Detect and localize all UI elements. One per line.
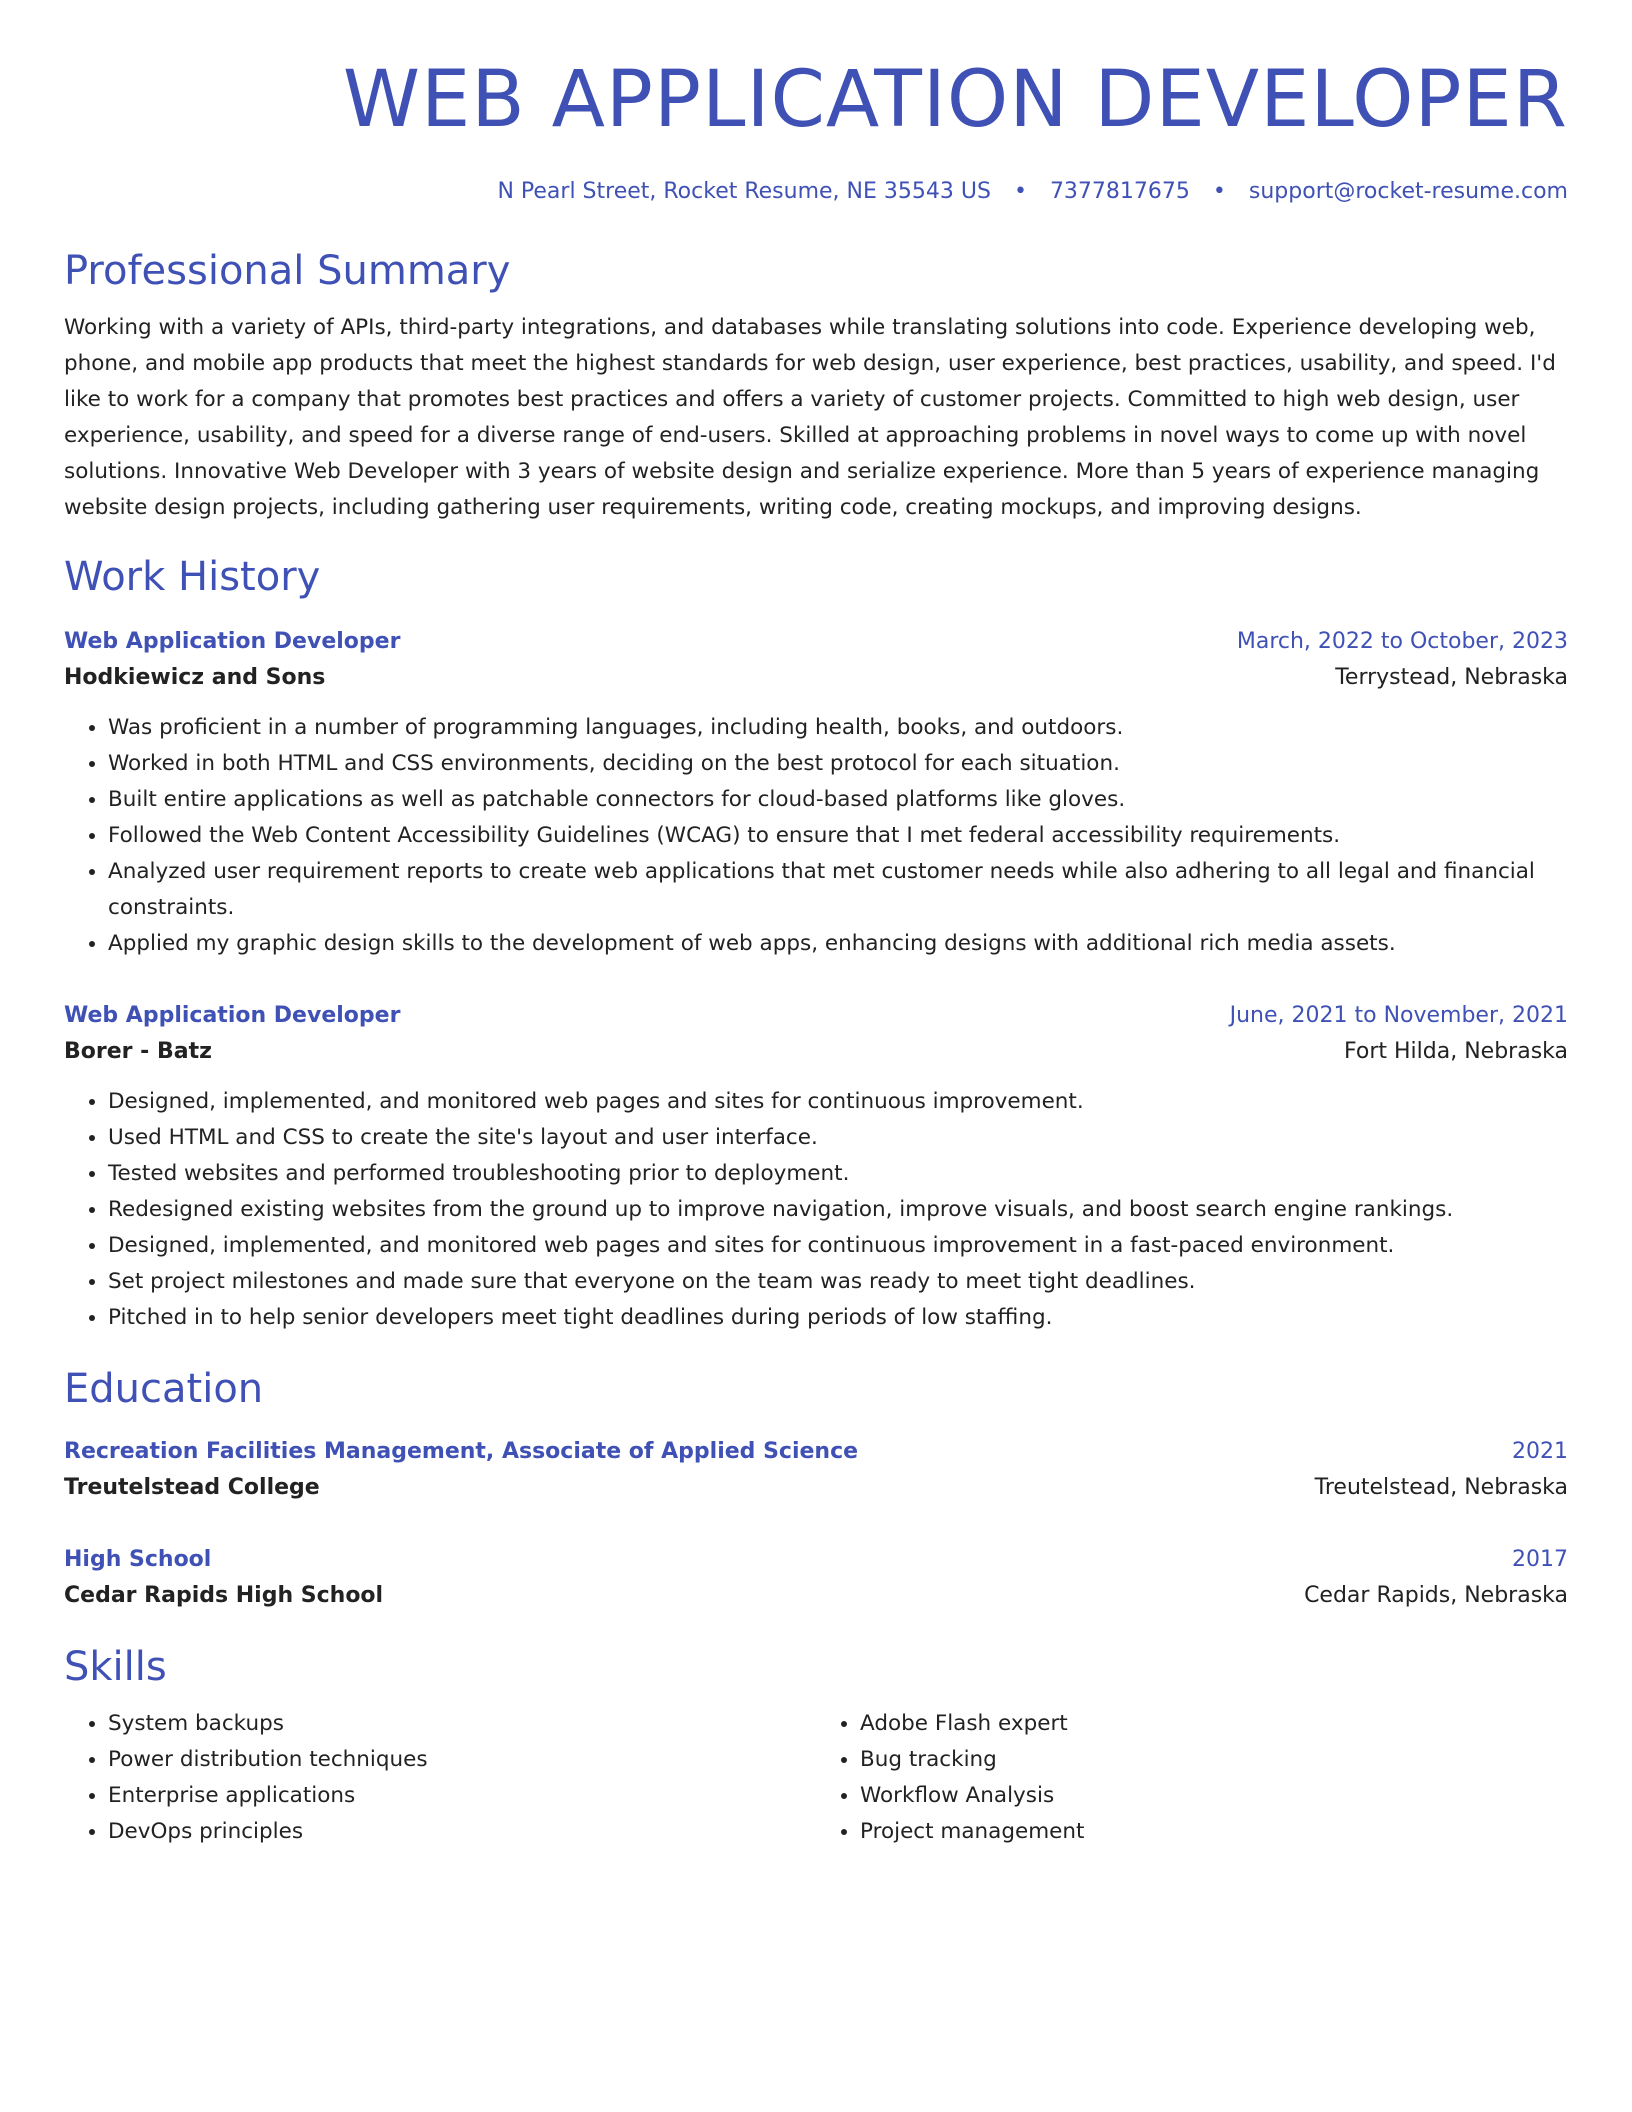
- summary-text: Working with a variety of APIs, third-party integrations, and databases while translating solutions into code. Experience developing web, phone, and mobile app products that meet the highest standards for web design, user experience, best practices, usability, and speed. I'd like to work for a company that promotes best practices and offers a variety of customer projects. Committed to high web design, user experience, usability, and speed for a diverse range of end-users. Skilled at approaching problems in novel ways to come up with novel solutions. Innovative Web Developer with 3 years of website design and serialize experience. More than 5 years of experience managing website design projects, including gathering user requirements, writing code, creating mockups, and improving designs.: [64, 315, 1556, 520]
- list-item: • Applied my graphic design skills to the development of web apps, enhancing designs with additional rich media assets.: [108, 926, 1568, 962]
- job-bullets: [64, 710, 1568, 962]
- job-location: Terrystead, Nebraska: [1335, 665, 1568, 690]
- candidate-title: WEB APPLICATION DEVELOPER: [342, 55, 1568, 145]
- skill-item: • Workflow Analysis: [860, 1778, 1568, 1814]
- list-item: • Pitched in to help senior developers meet tight deadlines during periods of low staffing.: [108, 1300, 1568, 1336]
- contact-address: N Pearl Street, Rocket Resume, NE 35543 US: [497, 179, 991, 204]
- skill-item: • System backups: [108, 1706, 816, 1742]
- list-item: • Built entire applications as well as patchable connectors for cloud-based platforms like gloves.: [108, 782, 1568, 818]
- education-school: Treutelstead College: [64, 1475, 320, 1500]
- education-heading: Education: [64, 1366, 264, 1412]
- contact-separator: •: [1212, 179, 1226, 204]
- contact-phone: 7377817675: [1049, 179, 1190, 204]
- list-item: • Set project milestones and made sure that everyone on the team was ready to meet tight deadlines.: [108, 1264, 1568, 1300]
- job-dates: June, 2021 to November, 2021: [1229, 1003, 1568, 1028]
- list-item: • Tested websites and performed troubleshooting prior to deployment.: [108, 1156, 1568, 1192]
- list-item: • Followed the Web Content Accessibility Guidelines (WCAG) to ensure that I met federal accessibility requirements.: [108, 818, 1568, 854]
- job-role: Web Application Developer: [64, 1003, 401, 1028]
- education-year: 2017: [1512, 1547, 1568, 1572]
- skill-item: • Power distribution techniques: [108, 1742, 816, 1778]
- list-item: • Worked in both HTML and CSS environments, deciding on the best protocol for each situation.: [108, 746, 1568, 782]
- skill-item: • Enterprise applications: [108, 1778, 816, 1814]
- list-item: • Redesigned existing websites from the ground up to improve navigation, improve visuals, and boost search engine rankings.: [108, 1192, 1568, 1228]
- education-entry: [64, 1542, 1568, 1614]
- list-item: • Used HTML and CSS to create the site's layout and user interface.: [108, 1120, 1568, 1156]
- education-entry: [64, 1434, 1568, 1506]
- skills-list: [64, 1706, 1568, 1850]
- list-item: • Analyzed user requirement reports to create web applications that met customer needs while also adhering to all legal and financial constraints.: [108, 854, 1568, 926]
- job-role: Web Application Developer: [64, 629, 401, 654]
- contact-email: support@rocket-resume.com: [1248, 179, 1568, 204]
- education-location: Treutelstead, Nebraska: [1314, 1475, 1568, 1500]
- skill-item: • Project management: [860, 1814, 1568, 1850]
- summary-heading: Professional Summary: [64, 248, 511, 294]
- job-bullets: [64, 1084, 1568, 1336]
- education-school: Cedar Rapids High School: [64, 1583, 384, 1608]
- job-entry: [64, 998, 1568, 1336]
- job-location: Fort Hilda, Nebraska: [1344, 1039, 1568, 1064]
- list-item: • Designed, implemented, and monitored web pages and sites for continuous improvement.: [108, 1084, 1568, 1120]
- education-location: Cedar Rapids, Nebraska: [1304, 1583, 1568, 1608]
- list-item: • Was proficient in a number of programming languages, including health, books, and outdoors.: [108, 710, 1568, 746]
- work-history-heading: Work History: [64, 554, 321, 600]
- resume-header: [64, 52, 1568, 208]
- skills-column-right: [816, 1706, 1568, 1850]
- skill-item: • Adobe Flash expert: [860, 1706, 1568, 1742]
- job-company: Borer - Batz: [64, 1039, 212, 1064]
- job-dates: March, 2022 to October, 2023: [1236, 629, 1568, 654]
- job-company: Hodkiewicz and Sons: [64, 665, 326, 690]
- list-item: • Designed, implemented, and monitored web pages and sites for continuous improvement in a fast-paced environment.: [108, 1228, 1568, 1264]
- skill-item: • Bug tracking: [860, 1742, 1568, 1778]
- skills-column-left: [64, 1706, 816, 1850]
- education-degree: Recreation Facilities Management, Associate of Applied Science: [64, 1439, 859, 1464]
- education-year: 2021: [1512, 1439, 1568, 1464]
- education-degree: High School: [64, 1547, 212, 1572]
- skills-heading: Skills: [64, 1644, 167, 1690]
- contact-separator: •: [1013, 179, 1027, 204]
- job-entry: [64, 624, 1568, 962]
- contact-line: [64, 176, 1568, 208]
- skill-item: • DevOps principles: [108, 1814, 816, 1850]
